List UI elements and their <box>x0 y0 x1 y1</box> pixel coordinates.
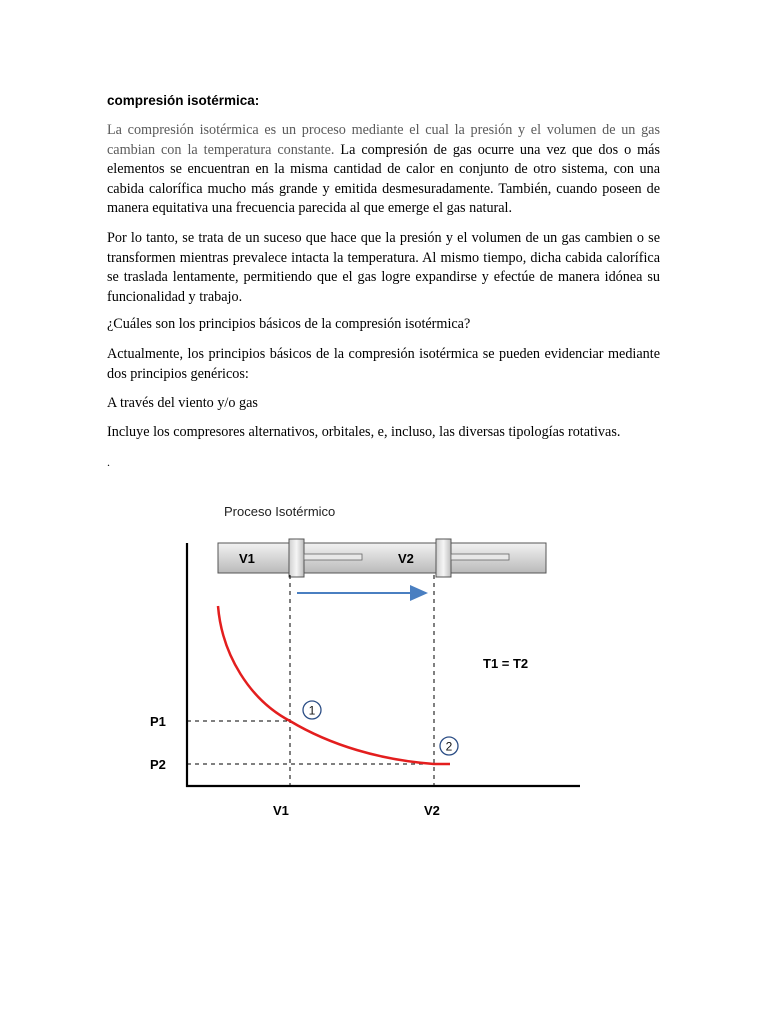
question-line: ¿Cuáles son los principios básicos de la compresión isotérmica? <box>107 316 471 332</box>
piston-rod-1 <box>304 554 362 560</box>
piston-rod-2 <box>451 554 509 560</box>
definition-continuation: La compresión de gas ocurre una vez que dos o más elementos se encuentran en la misma cantidad de calor en conjunto de otro sistema, con una cabida calorífica mucho más grande y emitida desmesuradamente. También, cuando poseen de manera equitativa una frecuencia parecida al que emerge el gas natural. <box>107 141 660 216</box>
point-1-label: 1 <box>308 703 316 718</box>
stray-dot: . <box>107 455 110 469</box>
paragraph-consequence: Por lo tanto, se trata de un suceso que hace que la presión y el volumen de un gas cambien o se transformen mientras prevalece intacta la temperatura. Al mismo tiempo, dicha cabida calorífica se traslada lentamente, permitiendo que el gas logre expandirse y efectúe de manera idónea su funcionalidad y trabajo. <box>107 230 660 305</box>
principle-item-2: Incluye los compresores alternativos, orbitales, e, incluso, las diversas tipologías rotativas. <box>107 424 621 440</box>
diagram-title: Proceso Isotérmico <box>224 504 336 519</box>
x-label-v2: V2 <box>424 803 440 818</box>
isotherm-curve <box>218 606 450 764</box>
definition-sentence: La compresión isotérmica es un proceso mediante el cual la presión y el volumen de un gas cambian con la temperatura constante. <box>107 122 660 158</box>
cylinder-label-v1: V1 <box>239 551 255 566</box>
p2-label: P2 <box>150 757 166 772</box>
piston-1 <box>289 539 304 577</box>
principle-item-1: A través del viento y/o gas <box>107 395 258 411</box>
temperature-label: T1 = T2 <box>483 656 529 671</box>
x-label-v1: V1 <box>273 803 289 818</box>
paragraph-definition <box>107 121 660 219</box>
p1-label: P1 <box>150 714 166 729</box>
point-2-label: 2 <box>445 739 453 754</box>
piston-2 <box>436 539 451 577</box>
isothermal-diagram <box>0 490 768 830</box>
paragraph-principles: Actualmente, los principios básicos de la compresión isotérmica se pueden evidenciar mediante dos principios genéricos: <box>107 346 660 382</box>
section-heading: compresión isotérmica: <box>107 93 260 108</box>
cylinder-label-v2: V2 <box>398 551 414 566</box>
